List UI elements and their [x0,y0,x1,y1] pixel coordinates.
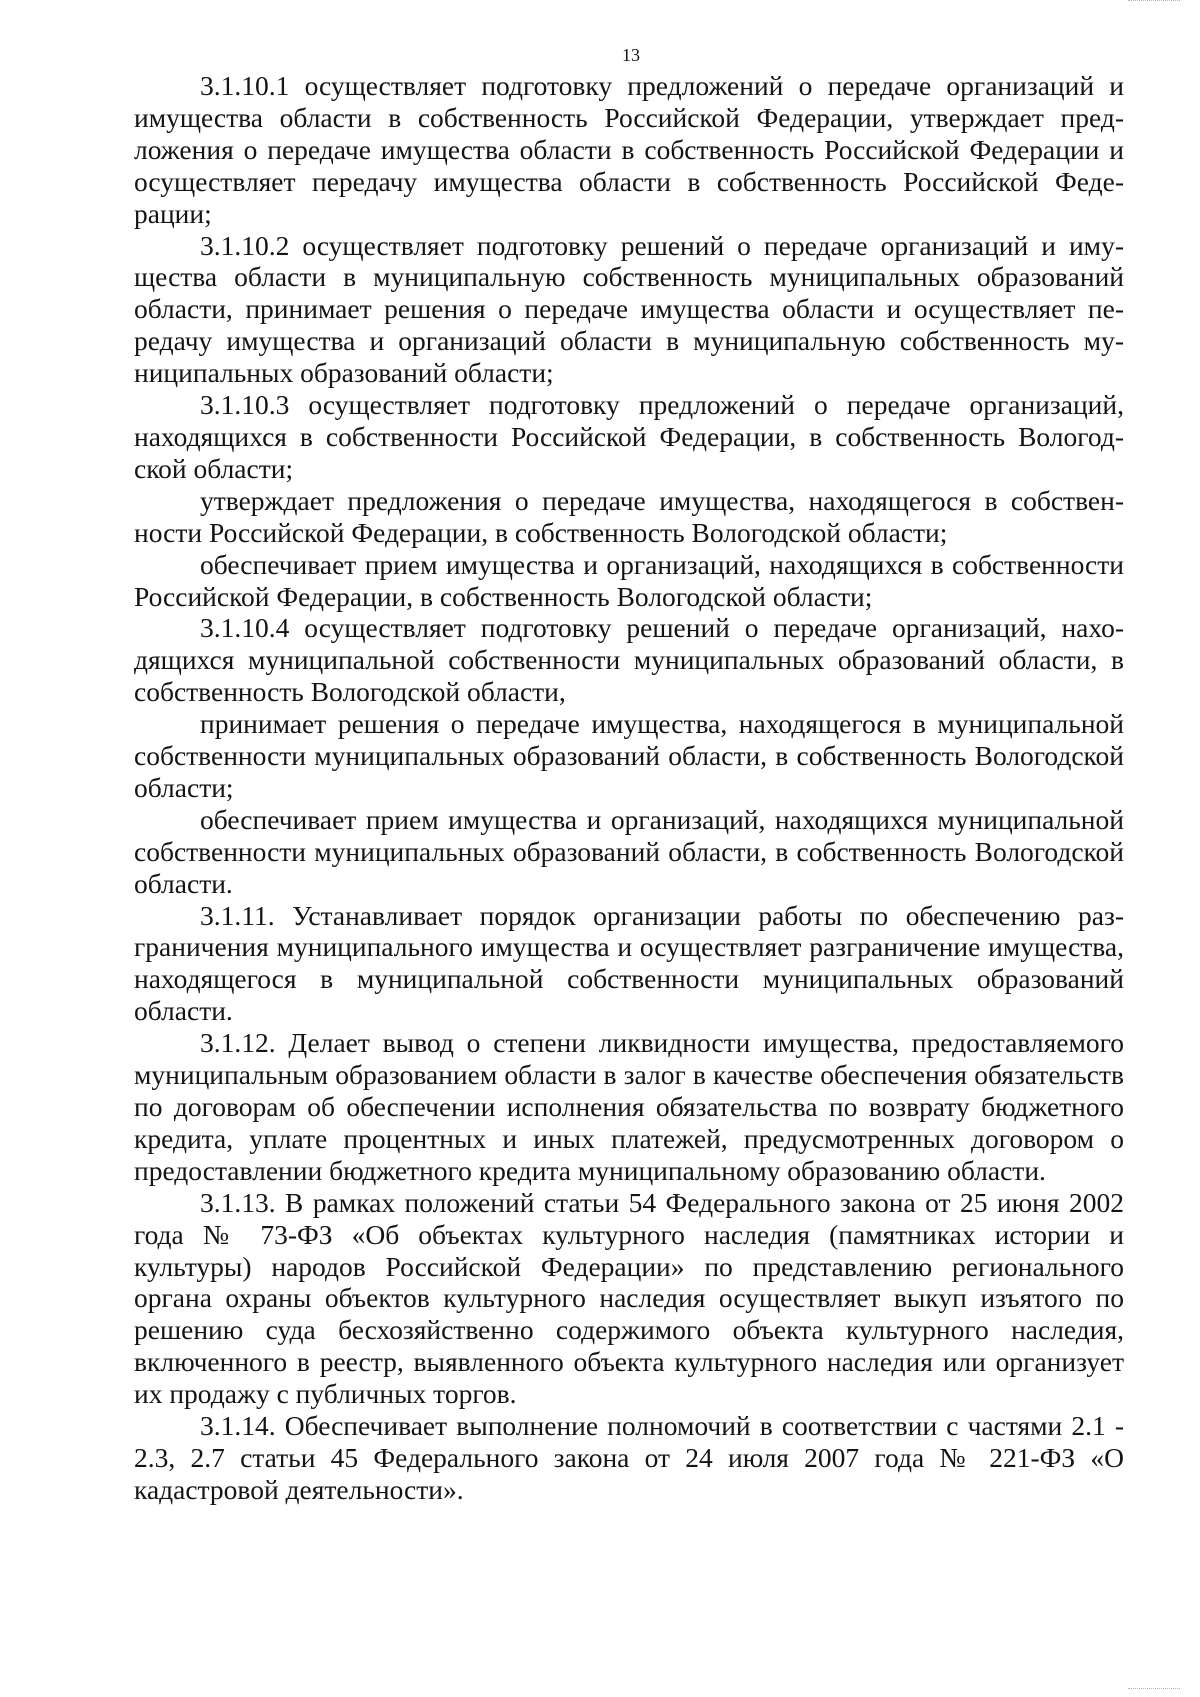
page-number: 13 [622,45,640,65]
paragraph-approves-proposals: утверждает предложения о передаче имущества, находящегося в собственности Российской Федерации, в собственность Вологодской области; [134,484,1124,548]
paragraph-3-1-10-3: 3.1.10.3 осуществляет подготовку предложений о передаче организаций, находящихся в собственности Российской Федерации, в собственность Вологодской области; [134,389,1124,484]
document-body [134,70,1124,1506]
paragraph-ensures-acceptance-municipal: обеспечивает прием имущества и организаций, находящихся муниципальной собственности муниципальных образований области, в собственность Вологодской области. [134,803,1124,899]
paragraph-3-1-10-2: 3.1.10.2 осуществляет подготовку решений о передаче организаций и имущества области в муниципальную собственность муниципальных образований области, принимает решения о передаче имущества области и осуществляет передачу имущества и организаций области в муниципальную собственность муниципальных образований области; [134,229,1124,389]
paragraph-3-1-14: 3.1.14. Обеспечивает выполнение полномочий в соответствии с частями 2.1 - 2.3, 2.7 статьи 45 Федерального закона от 24 июля 2007 года № 221-ФЗ «О кадастровой деятельности». [134,1410,1124,1505]
scan-corner-mark-top [1128,0,1180,3]
paragraph-makes-decisions-municipal: принимает решения о передаче имущества, находящегося в муниципальной собственности муниципальных образований области, в собственность Вологодской области; [134,708,1124,803]
paragraph-3-1-10-4: 3.1.10.4 осуществляет подготовку решений о передаче организаций, находящихся муниципальной собственности муниципальных образований области, в собственность Вологодской области, [134,612,1124,708]
paragraph-3-1-13: 3.1.13. В рамках положений статьи 54 Федерального закона от 25 июня 2002 года № 73-ФЗ «Об объектах культурного наследия (памятниках истории и культуры) народов Российской Федерации» по представлению регионального органа охраны объектов культурного наследия осуществляет выкуп изъятого по решению суда бесхозяйственно содержимого объекта культурного наследия, включенного в реестр, выявленного объекта культурного наследия или организует их продажу с публичных торгов. [134,1186,1124,1410]
paragraph-3-1-10-1: 3.1.10.1 осуществляет подготовку предложений о передаче организаций и имущества области в собственность Российской Федерации, утверждает предложения о передаче имущества области в собственность Российской Федерации и осуществляет передачу имущества области в собственность Российской Федерации; [134,70,1124,229]
paragraph-ensures-acceptance-federal: обеспечивает прием имущества и организаций, находящихся в собственности Российской Федерации, в собственность Вологодской области; [134,548,1124,612]
scan-corner-mark-bottom [1128,1688,1180,1691]
paragraph-3-1-12: 3.1.12. Делает вывод о степени ликвидности имущества, предоставляемого муниципальным образованием области в залог в качестве обеспечения обязательств по договорам об обеспечении исполнения обязательства по возврату бюджетного кредита, уплате процентных и иных платежей, предусмотренных договором о предоставлении бюджетного кредита муниципальному образованию области. [134,1027,1124,1186]
paragraph-3-1-11: 3.1.11. Устанавливает порядок организации работы по обеспечению разграничения муниципального имущества и осуществляет разграничение имущества, находящегося в муниципальной собственности муниципальных образований области. [134,899,1124,1027]
